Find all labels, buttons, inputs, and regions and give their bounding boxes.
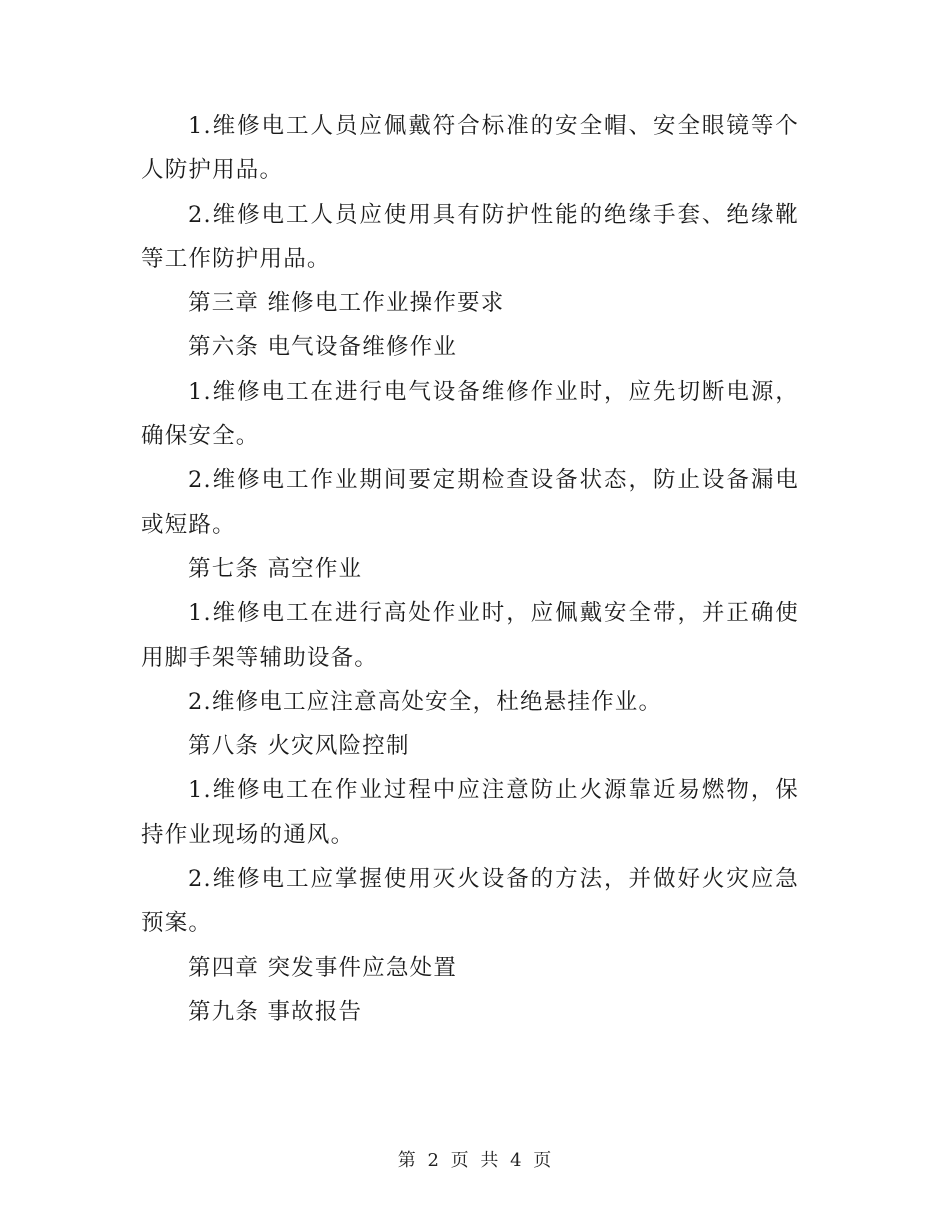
footer-page-unit: 页 — [450, 1150, 470, 1171]
page-footer — [0, 1146, 950, 1172]
paragraph: 2.维修电工作业期间要定期检查设备状态，防止设备漏电或短路。 — [141, 467, 799, 538]
paragraph: 2.维修电工人员应使用具有防护性能的绝缘手套、绝缘靴等工作防护用品。 — [141, 201, 799, 272]
paragraph: 1.维修电工在进行高处作业时，应佩戴安全带，并正确使用脚手架等辅助设备。 — [141, 600, 799, 671]
chapter-heading: 第四章 突发事件应急处置 — [188, 954, 458, 981]
footer-total-unit: 页 — [533, 1150, 553, 1171]
paragraph: 1.维修电工人员应佩戴符合标准的安全帽、安全眼镜等个人防护用品。 — [141, 113, 799, 184]
paragraph: 2.维修电工应掌握使用灭火设备的方法，并做好火灾应急预案。 — [141, 866, 799, 937]
paragraph: 1.维修电工在进行电气设备维修作业时，应先切断电源，确保安全。 — [141, 378, 799, 450]
article-heading: 第七条 高空作业 — [188, 555, 363, 582]
footer-total-label: 共 — [480, 1150, 500, 1171]
paragraph: 2.维修电工应注意高处安全，杜绝悬挂作业。 — [188, 688, 663, 715]
article-heading: 第六条 电气设备维修作业 — [188, 334, 458, 361]
footer-page-label: 第 — [397, 1150, 417, 1171]
footer-total-pages: 4 — [510, 1150, 523, 1171]
chapter-heading: 第三章 维修电工作业操作要求 — [188, 290, 505, 317]
footer-current-page: 2 — [427, 1150, 440, 1171]
paragraph: 1.维修电工在作业过程中应注意防止火源靠近易燃物，保持作业现场的通风。 — [141, 777, 799, 848]
article-heading: 第八条 火灾风险控制 — [188, 733, 410, 760]
article-heading: 第九条 事故报告 — [188, 998, 363, 1025]
document-body — [141, 104, 799, 1034]
